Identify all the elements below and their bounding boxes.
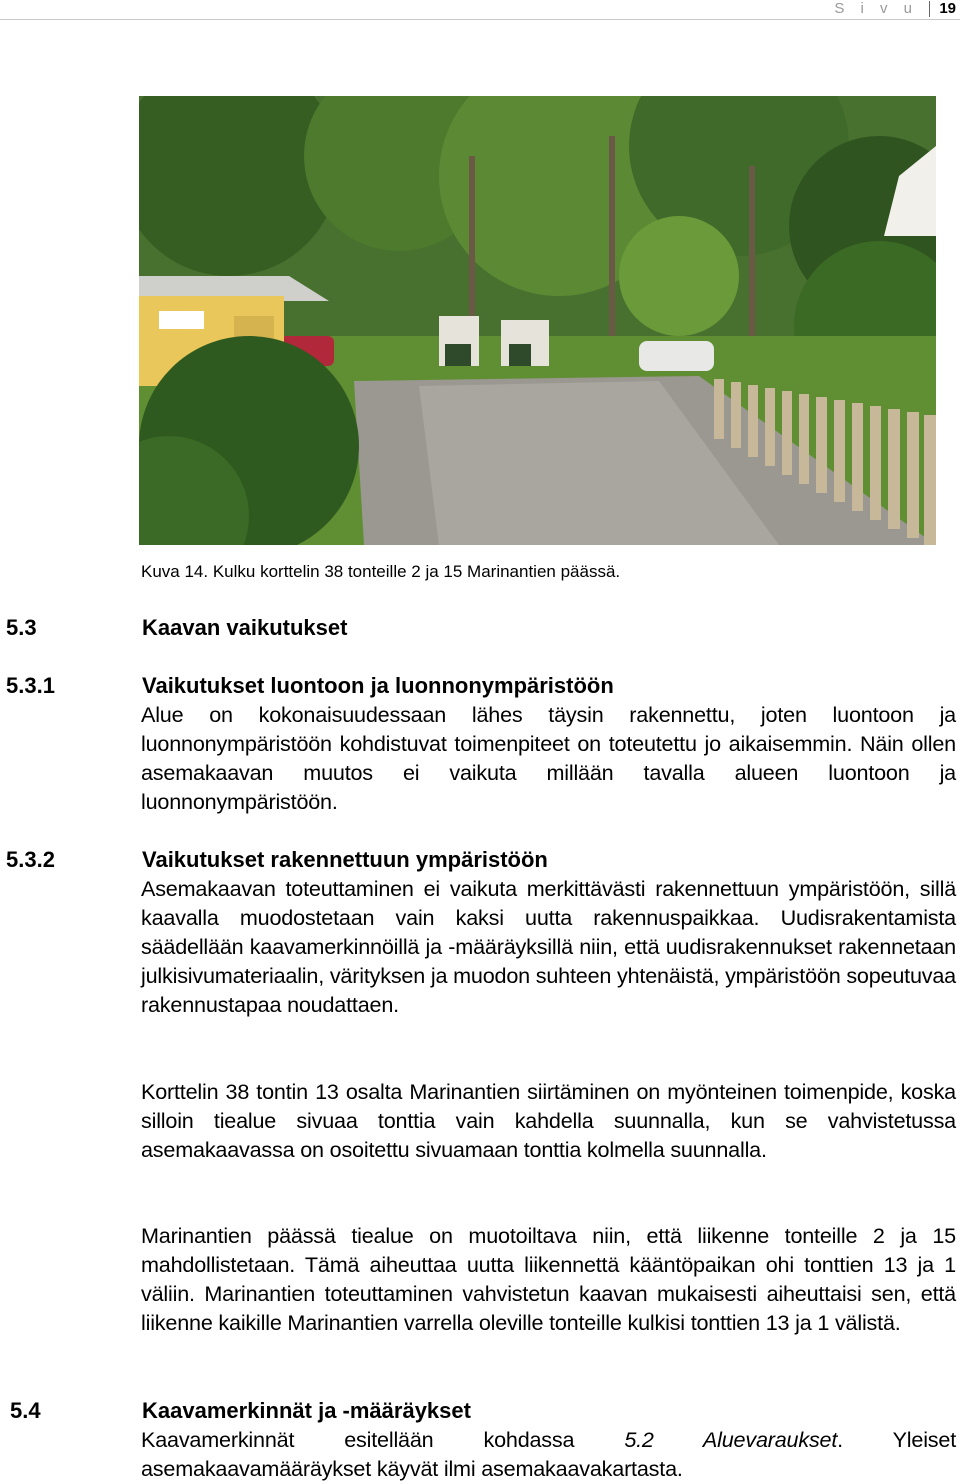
- photo-illustration: [139, 96, 936, 545]
- section-5-3-2-paragraph-2: Korttelin 38 tontin 13 osalta Marinantien siirtäminen on myönteinen toimenpide, koska silloin tiealue sivuaa tonttia vain kahdella suunnalla, kun se vahvistetussa asemakaavassa on osoitettu sivuamaan tonttia kolmella suunnalla.: [141, 1079, 956, 1162]
- section-5-3-2-paragraph-1: Asemakaavan toteuttaminen ei vaikuta merkittävästi rakennettuun ympäristöön, sillä kaavalla muodostetaan vain kaksi uutta rakennuspaikkaa. Uudisrakentamista säädellään kaavamerkinnöillä ja -määräyksillä niin, että uudisrakennukset rakennetaan julkisivumateriaalin, värityksen ja muodon suhteen yhtenäistä, ympäristöön sopeutuvaa rakennustapaa noudattaen.: [141, 876, 956, 1017]
- section-title: Vaikutukset rakennettuun ympäristöön: [142, 847, 548, 872]
- section-number: 5.3.1: [6, 673, 55, 698]
- section-reference-link: 5.2 Aluevaraukset: [624, 1427, 838, 1452]
- page-label: S i v u: [834, 0, 918, 17]
- section-title: Vaikutukset luontoon ja luonnonympäristöön: [142, 673, 614, 698]
- section-number: 5.4: [10, 1398, 41, 1423]
- section-title: Kaavan vaikutukset: [142, 615, 348, 640]
- page-number: 19: [939, 0, 956, 17]
- section-5-3-1-paragraph: Alue on kokonaisuudessaan lähes täysin rakennettu, joten luontoon ja luonnonympäristöön kohdistuvat toimenpiteet on toteutettu jo aikaisemmin. Näin ollen asemakaavan muutos ei vaikuta millään tavalla alueen luontoon ja luonnonympäristöön.: [141, 702, 956, 814]
- paragraph-text-start: Kaavamerkinnät esitellään kohdassa: [141, 1427, 625, 1452]
- section-number: 5.3.2: [6, 847, 55, 872]
- section-5-4-paragraph: [141, 1425, 956, 1483]
- figure-caption: Kuva 14. Kulku korttelin 38 tonteille 2 ja 15 Marinantien päässä.: [141, 562, 621, 581]
- paragraph-text-end: . Yleiset asemakaavamääräykset käyvät ilmi asemakaavakartasta.: [141, 1427, 956, 1481]
- header-rule: [0, 19, 960, 20]
- header-separator: [929, 1, 930, 17]
- photo-white-car: [639, 341, 714, 371]
- section-number: 5.3: [6, 615, 37, 640]
- page-header: [0, 0, 960, 20]
- figure-photo: [139, 96, 936, 545]
- section-title: Kaavamerkinnät ja -määräykset: [142, 1398, 471, 1423]
- section-5-3-2-paragraph-3: Marinantien päässä tiealue on muotoiltava niin, että liikenne tonteille 2 ja 15 mahdollistetaan. Tämä aiheuttaa uutta liikennettä kääntöpaikan ohi tonttien 13 ja 1 väliin. Marinantien toteuttaminen vahvistetun kaavan mukaisesti aiheuttaisi sen, että liikenne kaikille Marinantien varrella oleville tonteille kulkisi tonttien 13 ja 1 välistä.: [141, 1223, 956, 1335]
